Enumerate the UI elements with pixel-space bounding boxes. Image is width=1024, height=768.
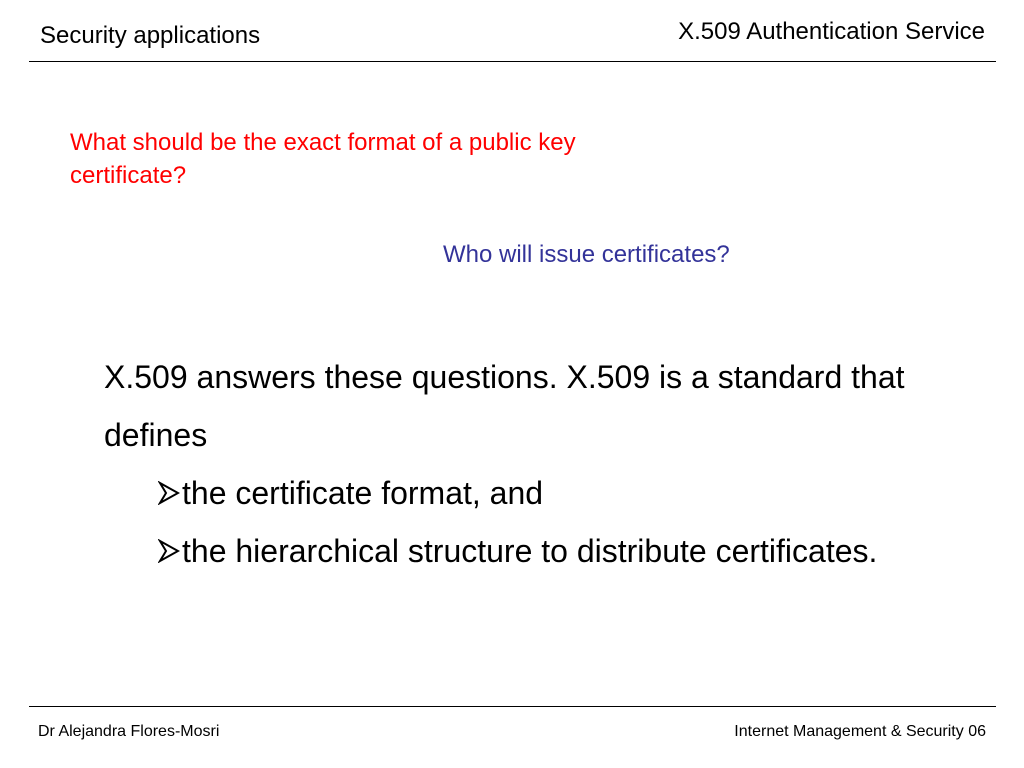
question-certificate-format: What should be the exact format of a public key certificate? — [70, 129, 576, 189]
footer-author: Dr Alejandra Flores-Mosri — [38, 723, 220, 740]
bullet-text: the certificate format, and — [182, 475, 544, 511]
bullet-item — [158, 464, 543, 522]
arrow-bullet-icon — [158, 481, 180, 505]
bullet-item — [158, 522, 877, 580]
x509-paragraph: X.509 answers these questions. X.509 is a standard that defines — [104, 359, 905, 453]
question-certificate-issuer: Who will issue certificates? — [443, 241, 730, 268]
slide-title: X.509 Authentication Service — [678, 18, 985, 45]
slide-section-title: Security applications — [40, 22, 261, 49]
footer-course: Internet Management & Security 06 — [734, 723, 986, 740]
bullet-text: the hierarchical structure to distribute certificates. — [182, 533, 878, 569]
arrow-bullet-icon — [158, 539, 180, 563]
header-divider — [29, 61, 996, 62]
footer-divider — [29, 706, 996, 707]
